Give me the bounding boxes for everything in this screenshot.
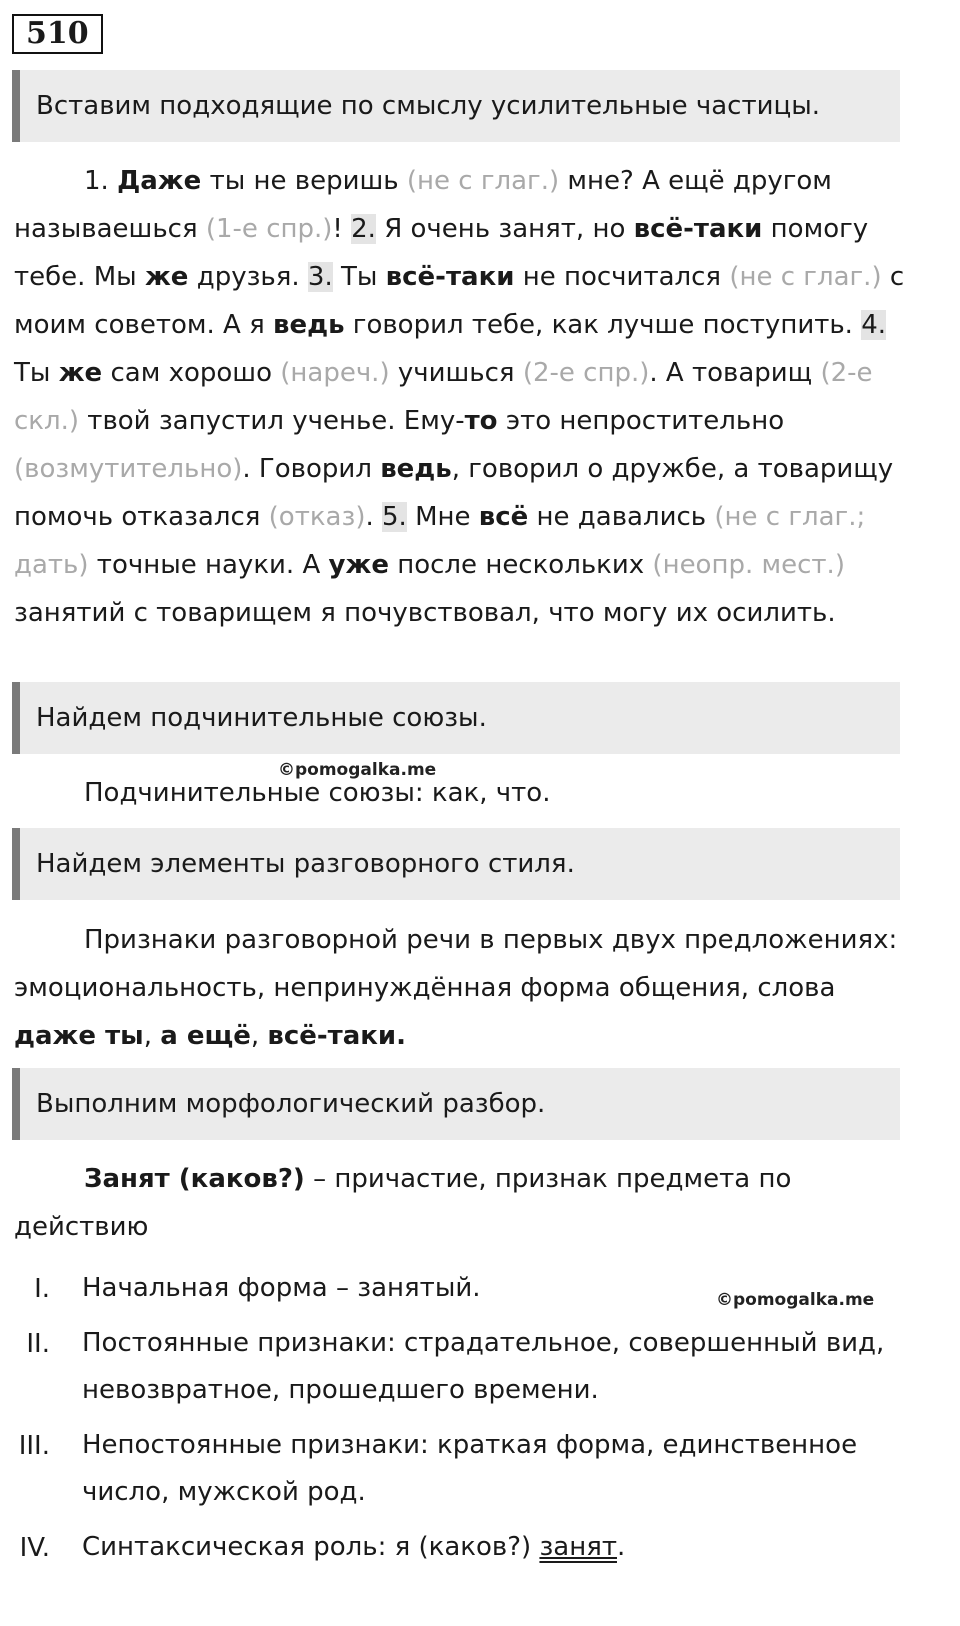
highlighted-words: всё-таки.: [267, 1021, 407, 1051]
text: это: [505, 406, 552, 436]
highlighted-words: а ещё: [160, 1021, 251, 1051]
particle: всё-таки: [633, 214, 763, 244]
list-text: Начальная форма – занятый.: [82, 1273, 481, 1303]
text: не давались: [536, 502, 707, 532]
particle: ведь: [380, 454, 452, 484]
hint: (не с глаг.): [729, 262, 882, 292]
section-header-text: Найдем элементы разговорного стиля.: [36, 849, 575, 879]
text: говорил тебе, как лучше поступить.: [352, 310, 853, 340]
analyzed-word: Занят (каков?): [84, 1164, 305, 1194]
text: .: [365, 502, 374, 532]
list-text: Постоянные признаки: страдательное, совершенный вид, невозвратное, прошедшего времени.: [82, 1328, 885, 1405]
list-item: [0, 1320, 960, 1414]
section-header-text: Выполним морфологический разбор.: [36, 1089, 546, 1119]
text: ,: [143, 1021, 152, 1051]
text: Признаки разговорной речи в первых двух предложениях: эмоциональность, непринуждённая форма общения, слова: [14, 925, 898, 1003]
text: . Говорил: [242, 454, 372, 484]
hint: (1-е спр.): [205, 214, 333, 244]
list-item: [0, 1265, 960, 1312]
text: твой запустил ученье. Ему-: [87, 406, 465, 436]
watermark: ©pomogalka.me: [278, 760, 437, 780]
hint: (отказ): [268, 502, 366, 532]
section-header-particles: [12, 70, 900, 142]
morphology-lead: [14, 1155, 914, 1251]
task-number: 510: [12, 14, 103, 54]
hint: (не с глаг.; дать): [14, 502, 866, 580]
text: после нескольких: [397, 550, 645, 580]
text: Мне: [415, 502, 471, 532]
text: точные науки. А: [96, 550, 321, 580]
text: Я очень занят, но: [384, 214, 626, 244]
list-text: [82, 1524, 912, 1571]
sentence-number: 3.: [307, 262, 333, 292]
text: !: [332, 214, 343, 244]
hint: (возмутительно): [14, 454, 243, 484]
text: .: [616, 1532, 626, 1562]
section-header-text: Найдем подчинительные союзы.: [36, 703, 487, 733]
morphology-list: [0, 1265, 960, 1579]
hint: (неопр. мест.): [652, 550, 845, 580]
text: . А товарищ: [649, 358, 813, 388]
text: Ты: [14, 358, 51, 388]
particle: уже: [328, 550, 389, 580]
text: не посчитался: [522, 262, 722, 292]
exercise-paragraph: [14, 157, 914, 637]
list-text: Непостоянные признаки: краткая форма, единственное число, мужской род.: [82, 1430, 858, 1507]
section-header-style: [12, 828, 900, 900]
text: мне? А ещё другом называешься: [14, 166, 832, 244]
text: , говорил о дружбе, а товарищу помочь отказался: [14, 454, 894, 532]
section-header-morphology: [12, 1068, 900, 1140]
text: друзья.: [196, 262, 300, 292]
particle: Даже: [117, 166, 202, 196]
text: учишься: [397, 358, 515, 388]
section-header-conjunctions: [12, 682, 900, 754]
watermark: ©pomogalka.me: [716, 1290, 875, 1310]
hint: (2-е скл.): [14, 358, 873, 436]
particle: всё-таки: [385, 262, 515, 292]
text: – причастие, признак предмета по действию: [14, 1164, 792, 1242]
particle: то: [464, 406, 498, 436]
particle: же: [58, 358, 103, 388]
list-number: IV.: [19, 1533, 50, 1563]
list-number: I.: [34, 1274, 50, 1304]
hint: (2-е спр.): [522, 358, 650, 388]
section-header-text: Вставим подходящие по смыслу усилительные частицы.: [36, 91, 821, 121]
sentence-number: 4.: [861, 310, 887, 340]
text: занятий с товарищем я почувствовал, что могу их осилить.: [14, 598, 836, 628]
sentence-number: 1.: [84, 166, 109, 196]
text: ты не веришь: [209, 166, 399, 196]
hint: (нареч.): [280, 358, 390, 388]
text: помогу тебе. Мы: [14, 214, 869, 292]
text: Синтаксическая роль: я (каков?): [82, 1532, 532, 1562]
predicate-underlined: занят: [539, 1532, 617, 1562]
list-number: II.: [26, 1329, 50, 1359]
list-item: [0, 1524, 960, 1571]
particle: же: [144, 262, 189, 292]
text: непростительно: [559, 406, 785, 436]
text: ,: [250, 1021, 260, 1051]
hint: (не с глаг.): [406, 166, 560, 196]
highlighted-words: даже ты: [14, 1021, 144, 1051]
particle: ведь: [272, 310, 345, 340]
text: Ты: [340, 262, 378, 292]
sentence-number: 2.: [351, 214, 376, 244]
conjunctions-answer: Подчинительные союзы: как, что.: [84, 778, 551, 808]
text: сам хорошо: [110, 358, 272, 388]
particle: всё: [478, 502, 529, 532]
sentence-number: 5.: [382, 502, 407, 532]
list-item: [0, 1422, 960, 1516]
list-number: III.: [18, 1431, 50, 1461]
text: с моим советом. А я: [14, 262, 905, 340]
style-answer: [14, 916, 914, 1060]
